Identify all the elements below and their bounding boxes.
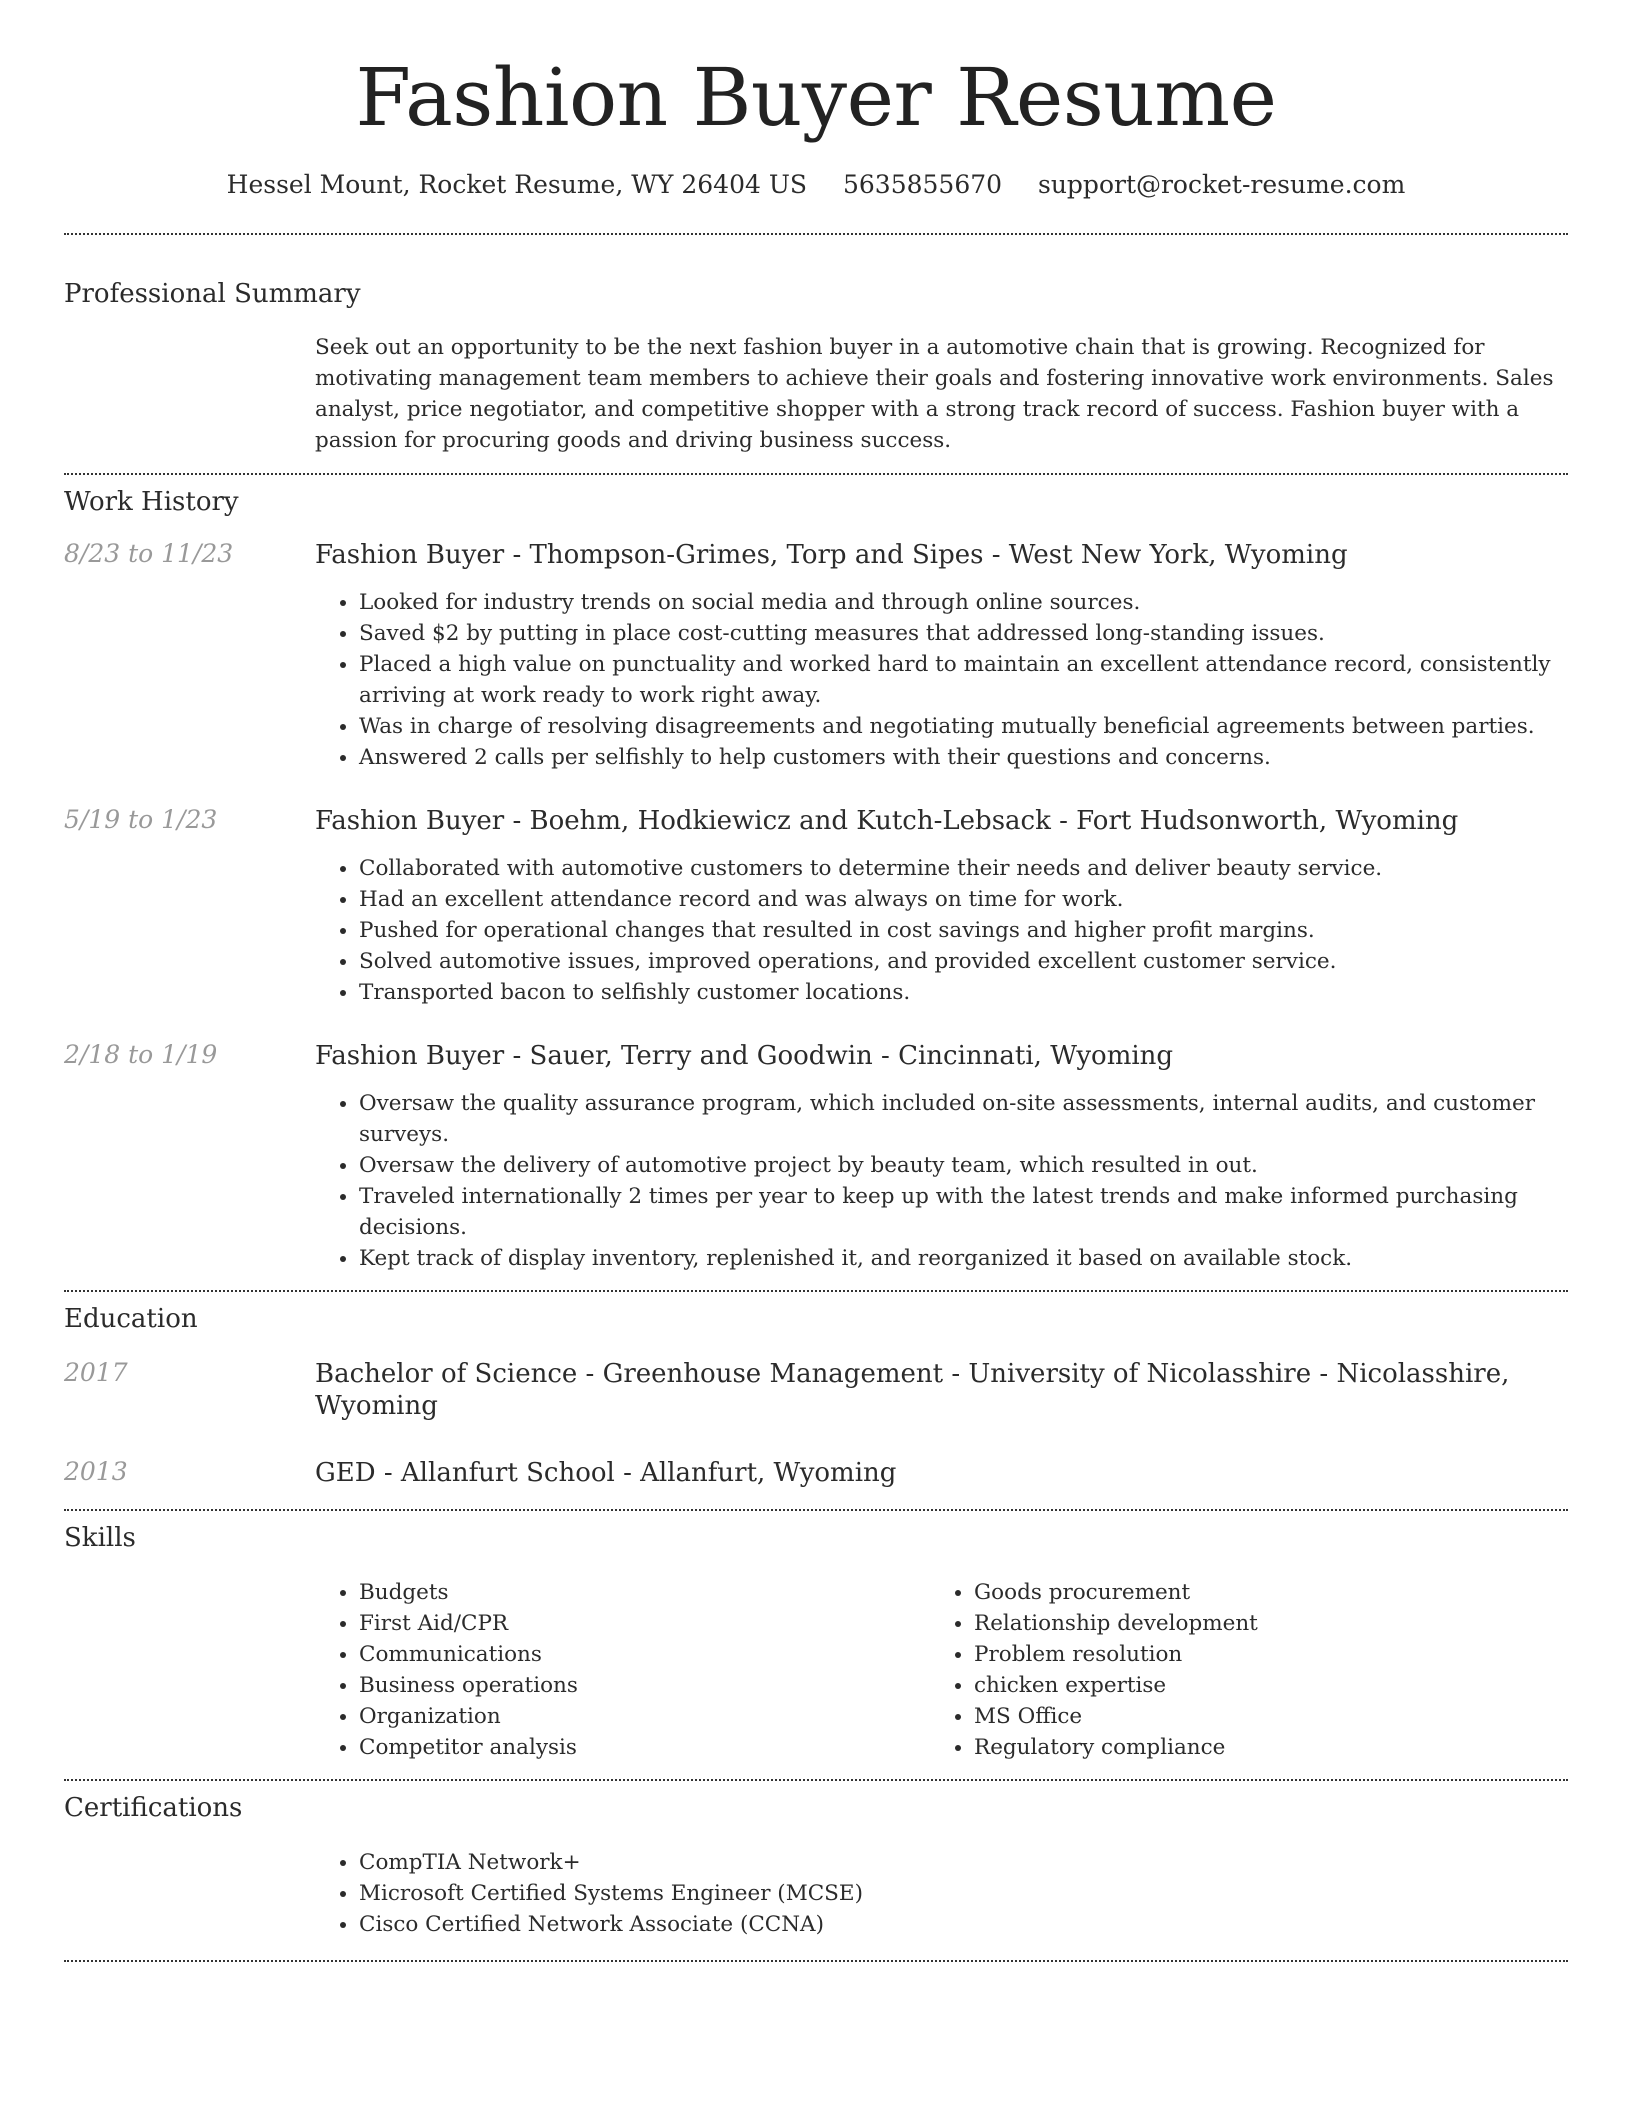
section-divider [64,1509,1568,1511]
list-item: • Relationship development [974,1608,1545,1639]
list-item: • Collaborated with automotive customers to determine their needs and deliver beauty service. [359,853,1568,884]
list-item: • Microsoft Certified Systems Engineer (MCSE) [359,1878,1568,1909]
job-title: Fashion Buyer - Thompson-Grimes, Torp and Sipes - West New York, Wyoming [315,540,1348,570]
resume-title: Fashion Buyer Resume [355,51,1277,144]
job-title: Fashion Buyer - Sauer, Terry and Goodwin - Cincinnati, Wyoming [315,1041,1174,1071]
list-item: • Competitor analysis [359,1732,930,1763]
section-title-education: Education [64,1304,198,1334]
list-item: • Business operations [359,1670,930,1701]
list-item: • Had an excellent attendance record and was always on time for work. [359,884,1568,915]
list-item: • Organization [359,1701,930,1732]
section-divider [64,1290,1568,1292]
list-item: • CompTIA Network+ [359,1847,1568,1878]
job-bullets [315,587,1568,773]
skills-bullets-left [315,1577,930,1763]
education-text: Bachelor of Science - Greenhouse Management - University of Nicolasshire - Nicolasshire, Wyoming [315,1359,1510,1421]
list-item: • Communications [359,1639,930,1670]
contact-line [64,170,1568,199]
list-item: • Problem resolution [974,1639,1545,1670]
list-item: • Looked for industry trends on social media and through online sources. [359,587,1568,618]
list-item: • Kept track of display inventory, replenished it, and reorganized it based on available stock. [359,1243,1568,1274]
list-item: • Cisco Certified Network Associate (CCNA) [359,1909,1568,1940]
education-entry [64,1457,1568,1489]
job-date: 2/18 to 1/19 [64,1040,218,1069]
list-item: • Budgets [359,1577,930,1608]
job-entry [64,805,1568,1008]
list-item: • Solved automotive issues, improved operations, and provided excellent customer service. [359,946,1568,977]
list-item: • Transported bacon to selfishly customer locations. [359,977,1568,1008]
list-item: • MS Office [974,1701,1545,1732]
list-item: • Goods procurement [974,1577,1545,1608]
education-date: 2013 [64,1457,128,1486]
section-divider [64,1960,1568,1962]
job-bullets [315,853,1568,1008]
summary-text: Seek out an opportunity to be the next fashion buyer in a automotive chain that is growing. Recognized for motivating management team members to achieve their goals and fostering innovative work environments. Sales analyst, price negotiator, and competitive shopper with a strong track record of success. Fashion buyer with a passion for procuring goods and driving business success. [315,335,1554,453]
certifications-list [315,1847,1568,1940]
education-entry [64,1358,1568,1422]
job-bullets [315,1088,1568,1274]
section-title-work-history: Work History [64,487,239,517]
list-item: • Saved $2 by putting in place cost-cutting measures that addressed long-standing issues. [359,618,1568,649]
job-title: Fashion Buyer - Boehm, Hodkiewicz and Kutch-Lebsack - Fort Hudsonworth, Wyoming [315,806,1459,836]
list-item: • Pushed for operational changes that resulted in cost savings and higher profit margins. [359,915,1568,946]
list-item: • Regulatory compliance [974,1732,1545,1763]
education-date: 2017 [64,1358,128,1387]
skills-list [315,1577,1568,1763]
job-entry [64,539,1568,773]
list-item: • Answered 2 calls per selfishly to help customers with their questions and concerns. [359,742,1568,773]
list-item: • Placed a high value on punctuality and worked hard to maintain an excellent attendance record, consistently arriving at work ready to work right away. [359,649,1568,711]
list-item: • Traveled internationally 2 times per year to keep up with the latest trends and make informed purchasing decisions. [359,1181,1568,1243]
list-item: • Was in charge of resolving disagreements and negotiating mutually beneficial agreements between parties. [359,711,1568,742]
section-divider [64,233,1568,235]
skills-column-right [930,1577,1545,1763]
list-item: • Oversaw the delivery of automotive project by beauty team, which resulted in out. [359,1150,1568,1181]
section-title-certifications: Certifications [64,1793,243,1823]
contact-email: support@rocket-resume.com [1038,170,1406,199]
contact-address: Hessel Mount, Rocket Resume, WY 26404 US [226,170,808,199]
section-divider [64,473,1568,475]
contact-phone: 5635855670 [842,170,1003,199]
list-item: • First Aid/CPR [359,1608,930,1639]
job-date: 5/19 to 1/23 [64,805,218,834]
resume-page [64,0,1568,1962]
education-text: GED - Allanfurt School - Allanfurt, Wyoming [315,1458,897,1488]
job-date: 8/23 to 11/23 [64,539,234,568]
skills-bullets-right [930,1577,1545,1763]
skills-column-left [315,1577,930,1763]
list-item: • chicken expertise [974,1670,1545,1701]
section-title-summary: Professional Summary [64,279,361,309]
certifications-bullets [315,1847,1568,1940]
section-divider [64,1779,1568,1781]
section-title-skills: Skills [64,1523,136,1553]
job-entry [64,1040,1568,1274]
list-item: • Oversaw the quality assurance program, which included on-site assessments, internal audits, and customer surveys. [359,1088,1568,1150]
